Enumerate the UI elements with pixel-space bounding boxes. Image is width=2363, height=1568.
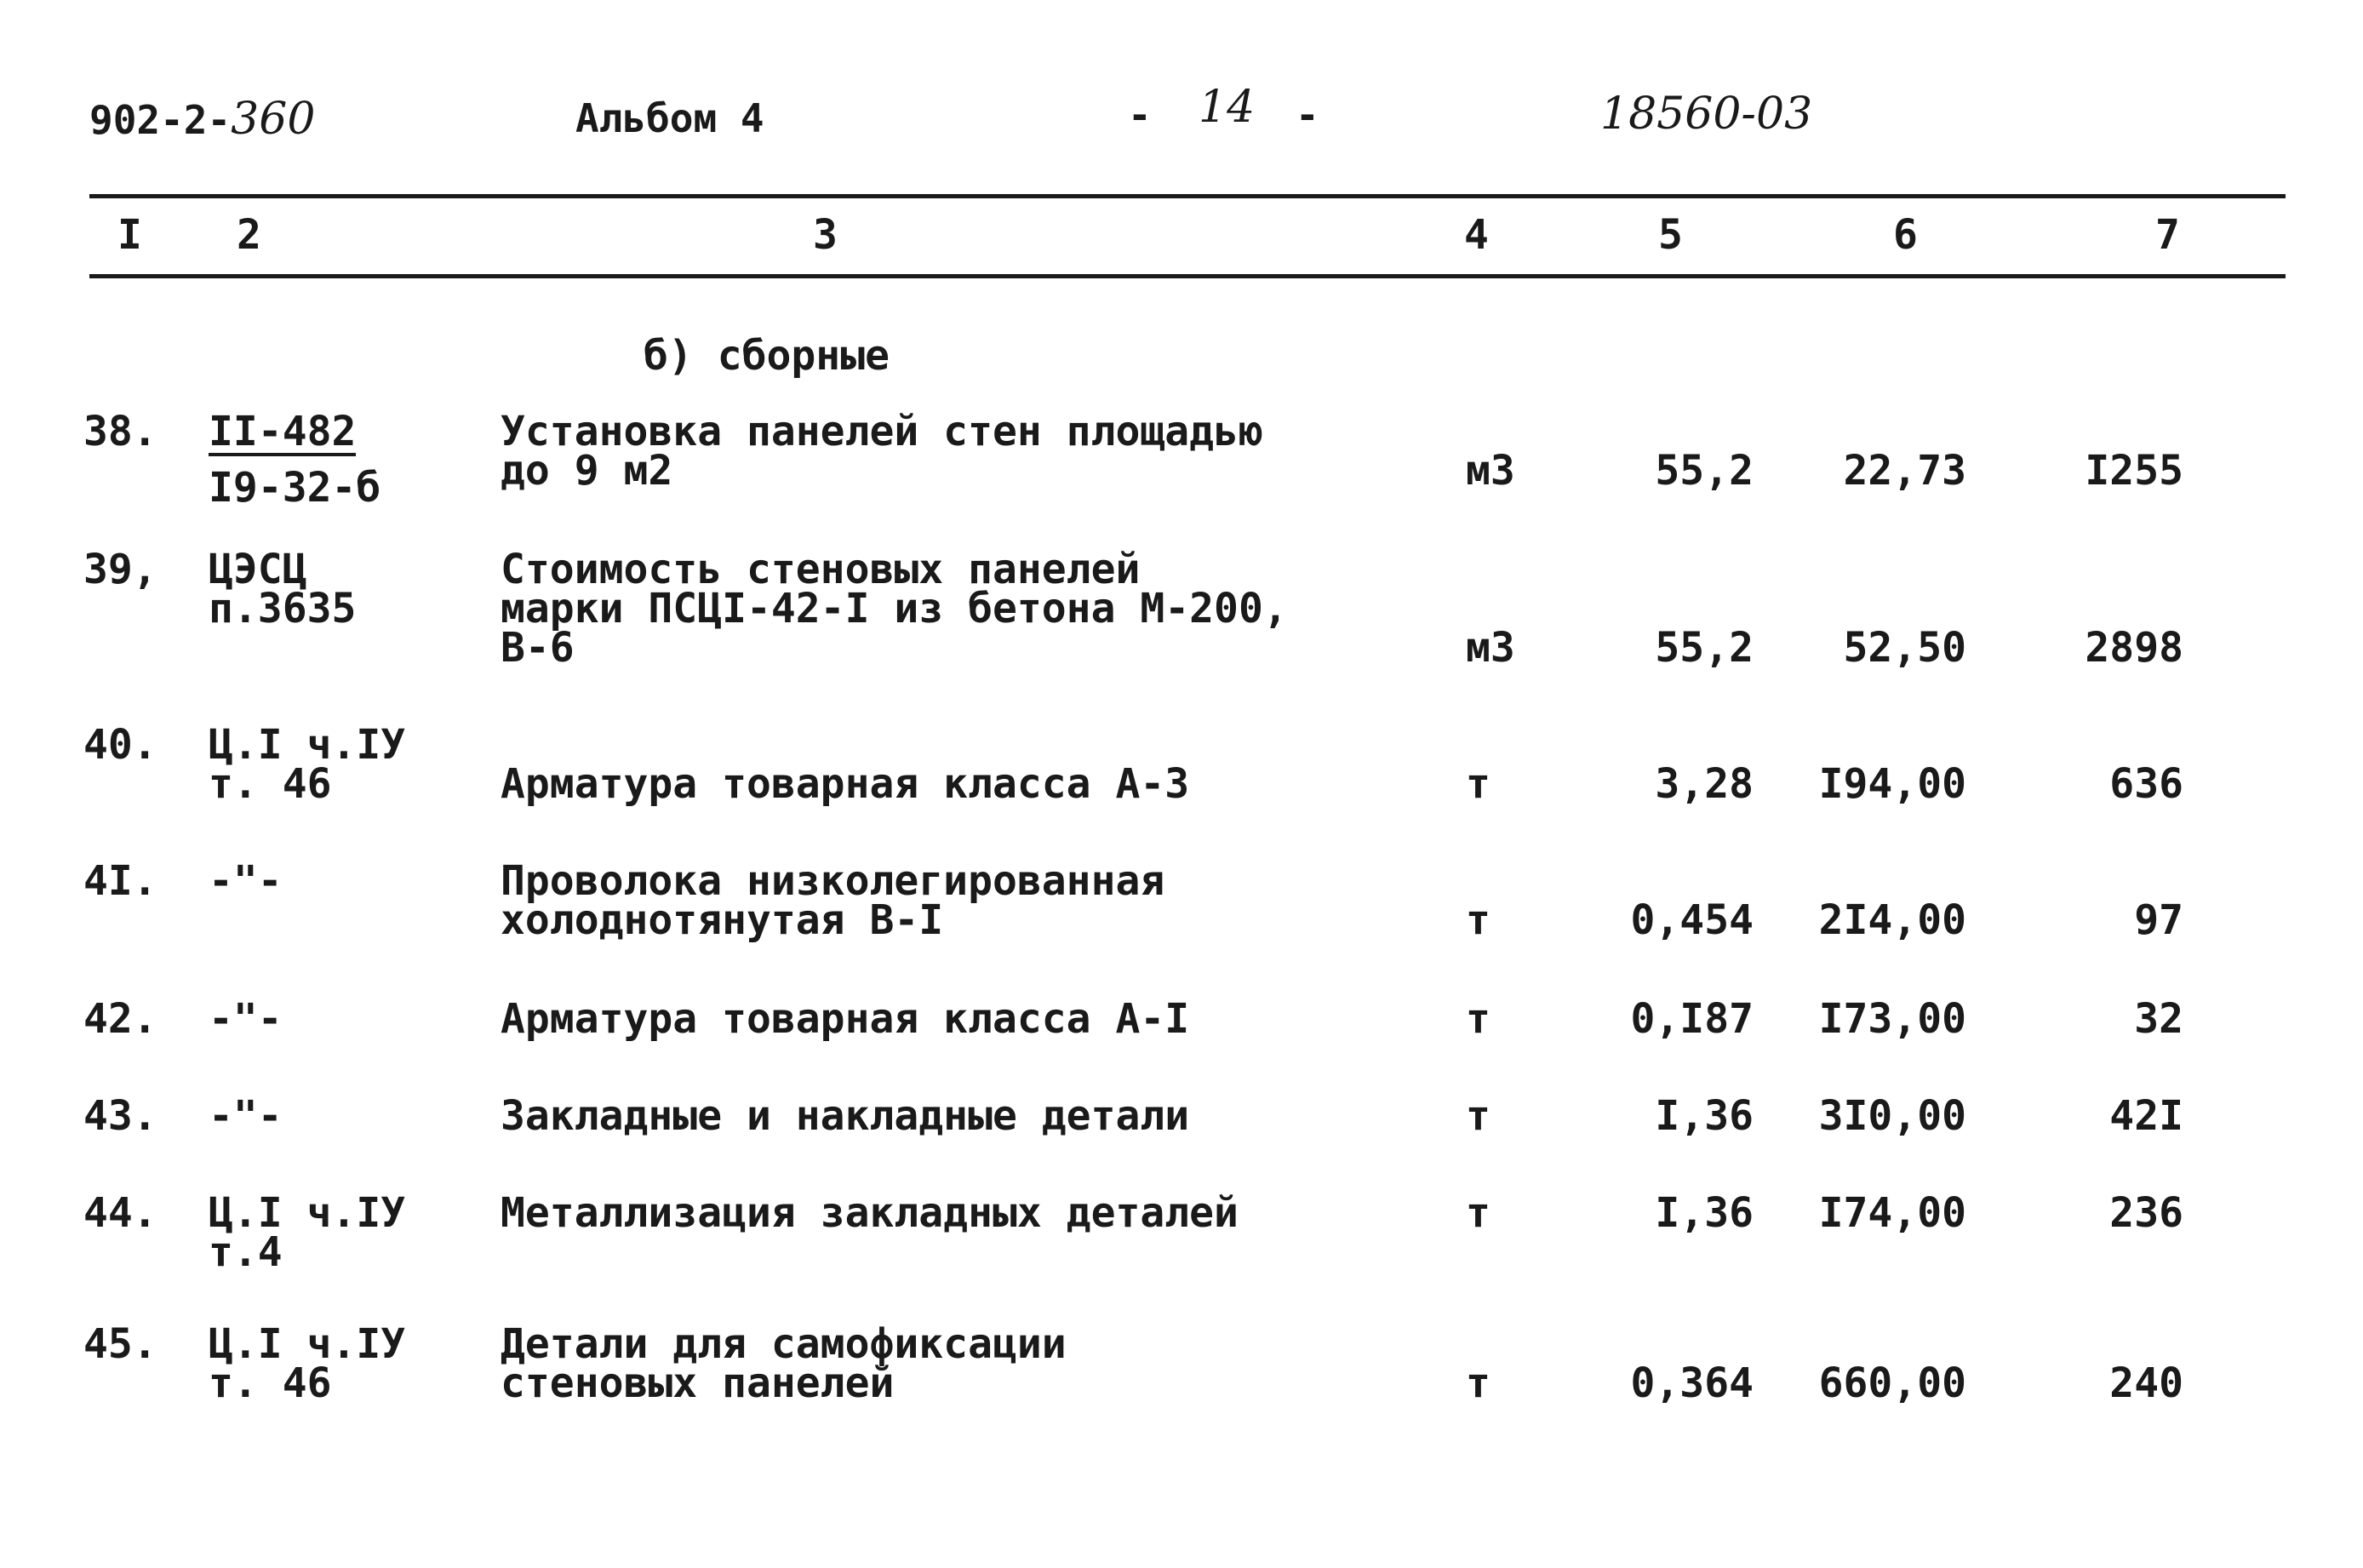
row-total: 636: [2109, 760, 2183, 808]
doc-code: [89, 94, 315, 145]
row-number: 44.: [83, 1189, 157, 1237]
row-description: [501, 408, 1263, 495]
row-unit: м3: [1466, 447, 1515, 495]
row-unit-price: 3I0,00: [1818, 1092, 1966, 1140]
doc-code-prefix: 902-2-: [89, 97, 232, 143]
row-total: 240: [2109, 1359, 2183, 1407]
row-reference: -"-: [209, 857, 283, 905]
row-quantity: 0,454: [1630, 896, 1754, 944]
col-header-1: I: [117, 211, 142, 259]
row-reference: [209, 408, 381, 512]
row-unit: т: [1466, 896, 1490, 944]
row-unit-price: 2I4,00: [1818, 896, 1966, 944]
table-top-rule: [89, 194, 2286, 198]
row-reference: [209, 721, 406, 808]
row-reference: [209, 1320, 406, 1407]
col-header-6: 6: [1893, 211, 1918, 259]
row-reference: [209, 1189, 406, 1276]
ref-line: I9-32-б: [209, 464, 381, 512]
col-header-2: 2: [237, 211, 261, 259]
row-total: 97: [2134, 896, 2183, 944]
row-description: Арматура товарная класса А-3: [501, 760, 1190, 808]
desc-line: марки ПСЦI-42-I из бетона М-200,: [501, 585, 1288, 632]
page-number: 14: [1199, 82, 1256, 133]
table-header-rule: [89, 274, 2286, 278]
desc-line: Установка панелей стен площадью: [501, 408, 1263, 455]
row-unit-price: 52,50: [1843, 624, 1966, 672]
row-unit: т: [1466, 995, 1490, 1043]
row-quantity: I,36: [1655, 1092, 1754, 1140]
desc-line: Детали для самофиксации: [501, 1320, 1067, 1368]
row-number: 39,: [83, 546, 157, 593]
row-description: [501, 857, 1165, 944]
row-description: Металлизация закладных деталей: [501, 1189, 1239, 1237]
row-total: 32: [2134, 995, 2183, 1043]
row-unit: м3: [1466, 624, 1515, 672]
ref-line: Ц.I ч.IУ: [209, 1189, 406, 1237]
col-header-5: 5: [1658, 211, 1683, 259]
desc-line: Проволока низколегированная: [501, 857, 1165, 905]
row-unit: т: [1466, 1092, 1490, 1140]
row-unit: т: [1466, 760, 1490, 808]
row-unit-price: I74,00: [1818, 1189, 1966, 1237]
row-quantity: 0,I87: [1630, 995, 1754, 1043]
row-number: 45.: [83, 1320, 157, 1368]
row-total: I255: [2085, 447, 2183, 495]
row-reference: -"-: [209, 995, 283, 1043]
row-unit-price: I94,00: [1818, 760, 1966, 808]
page-dash-right: -: [1296, 92, 1319, 138]
row-unit-price: I73,00: [1818, 995, 1966, 1043]
row-total: 2898: [2085, 624, 2183, 672]
desc-line: стеновых панелей: [501, 1359, 895, 1407]
doc-code-handwritten: 360: [231, 94, 316, 145]
row-description: [501, 546, 1288, 672]
row-unit: т: [1466, 1189, 1490, 1237]
desc-line: Стоимость стеновых панелей: [501, 546, 1141, 593]
row-unit-price: 22,73: [1843, 447, 1966, 495]
row-reference: [209, 546, 357, 632]
row-quantity: 55,2: [1655, 624, 1754, 672]
col-header-4: 4: [1464, 211, 1489, 259]
row-quantity: 55,2: [1655, 447, 1754, 495]
section-title: б) сборные: [644, 332, 890, 380]
row-number: 42.: [83, 995, 157, 1043]
col-header-7: 7: [2155, 211, 2180, 259]
ref-line: II-482: [209, 408, 357, 455]
desc-line: В-6: [501, 624, 575, 672]
row-quantity: I,36: [1655, 1189, 1754, 1237]
ref-line: Ц.I ч.IУ: [209, 721, 406, 769]
desc-line: до 9 м2: [501, 447, 673, 495]
ref-line: т. 46: [209, 760, 332, 808]
row-number: 4I.: [83, 857, 157, 905]
ref-line: т. 46: [209, 1359, 332, 1407]
desc-line: холоднотянутая В-I: [501, 896, 944, 944]
ref-line: п.3635: [209, 585, 357, 632]
row-number: 38.: [83, 408, 157, 455]
row-total: 236: [2109, 1189, 2183, 1237]
row-description: Закладные и накладные детали: [501, 1092, 1190, 1140]
doc-number: 18560-03: [1600, 89, 1813, 140]
row-unit: т: [1466, 1359, 1490, 1407]
row-unit-price: 660,00: [1818, 1359, 1966, 1407]
ref-line: Ц.I ч.IУ: [209, 1320, 406, 1368]
col-header-3: 3: [813, 211, 838, 259]
ref-line: т.4: [209, 1228, 283, 1276]
row-total: 42I: [2109, 1092, 2183, 1140]
row-number: 40.: [83, 721, 157, 769]
row-description: [501, 1320, 1067, 1407]
ref-line: ЦЭСЦ: [209, 546, 307, 593]
album-label: Альбом 4: [575, 95, 764, 141]
row-description: Арматура товарная класса А-I: [501, 995, 1190, 1043]
row-number: 43.: [83, 1092, 157, 1140]
page-dash-left: -: [1128, 92, 1152, 138]
row-reference: -"-: [209, 1092, 283, 1140]
row-quantity: 0,364: [1630, 1359, 1754, 1407]
row-quantity: 3,28: [1655, 760, 1754, 808]
